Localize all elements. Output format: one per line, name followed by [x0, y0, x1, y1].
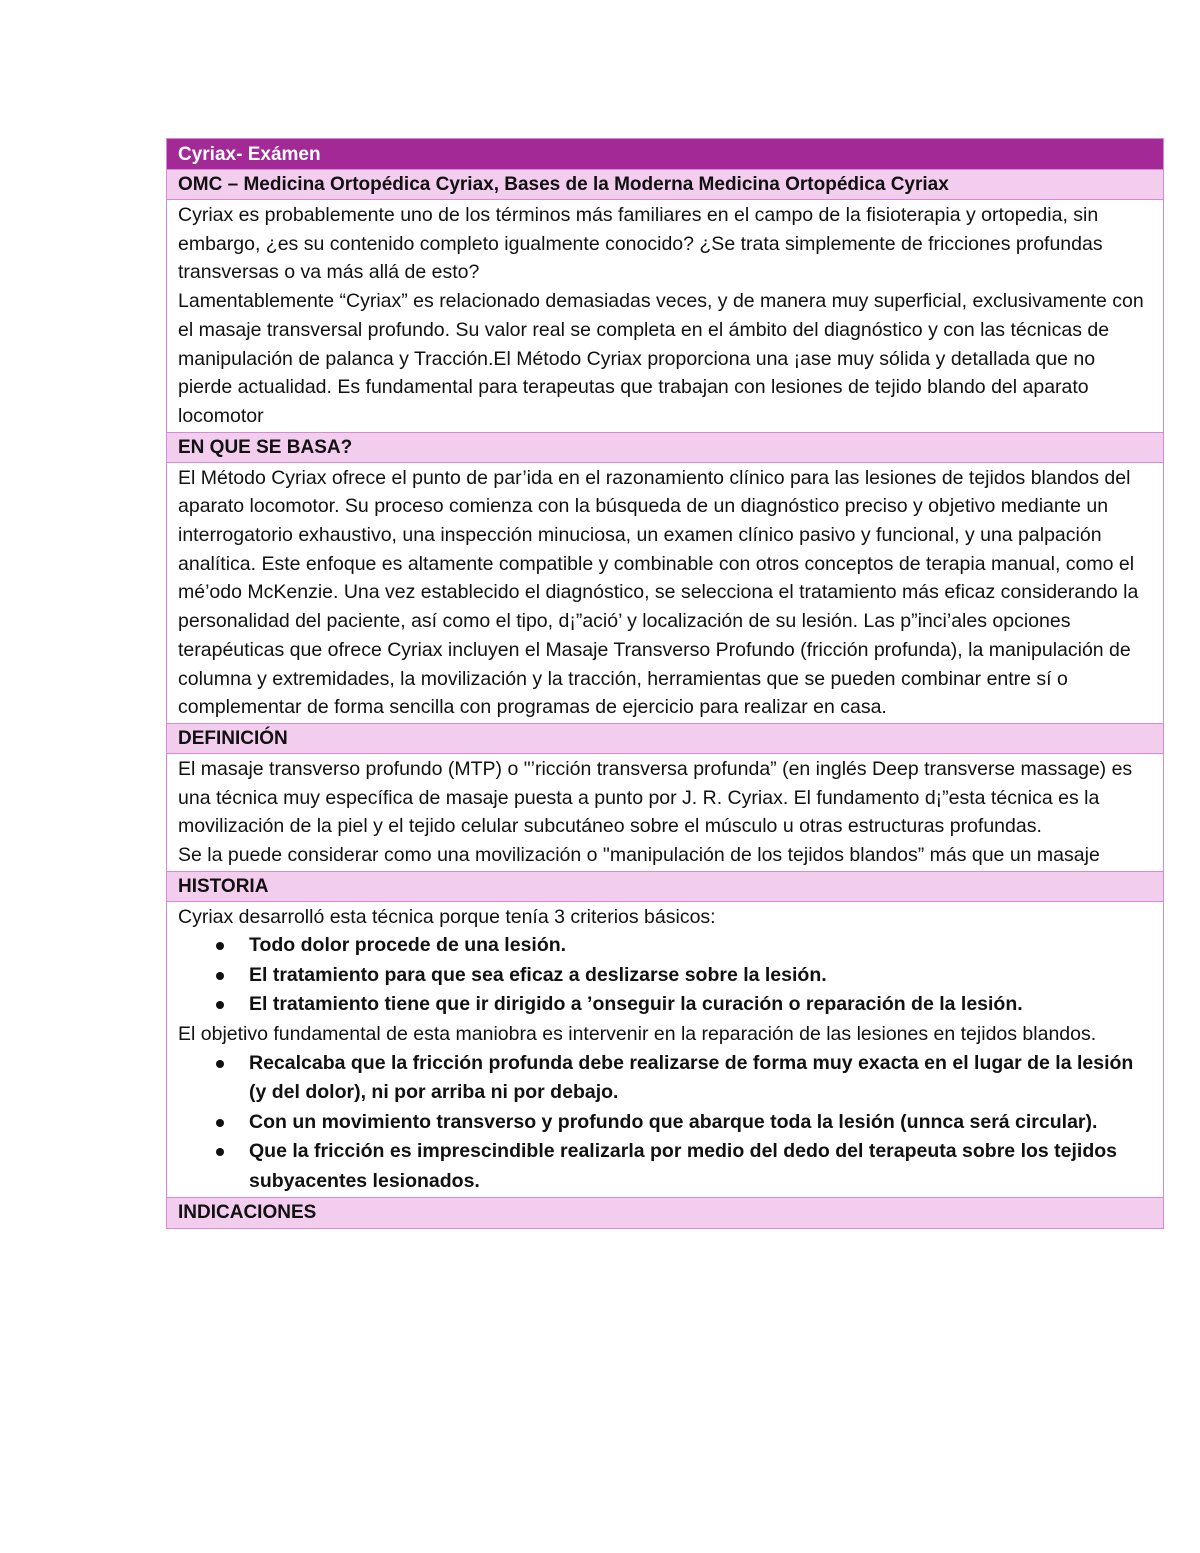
bullet-icon — [216, 1119, 224, 1127]
section-heading-basa: EN QUE SE BASA? — [167, 433, 1163, 463]
section-body-basa — [167, 463, 1163, 724]
list-item — [178, 1108, 1152, 1138]
section-heading-historia: HISTORIA — [167, 872, 1163, 902]
list-item — [178, 1137, 1152, 1196]
list-item-text: El tratamiento para que sea eficaz a deslizarse sobre la lesión. — [249, 963, 827, 986]
document-table — [166, 138, 1164, 1229]
intro-paragraph: Lamentablemente “Cyriax” es relacionado demasiadas veces, y de manera muy superficial, exclusivamente con el masaje transversal profundo. Su valor real se completa en el ámbito del diagnóstico y con las técnicas de manipulación de palanca y Tracción.El Método Cyriax proporciona una ¡ase muy sólida y detallada que no pierde actualidad. Es fundamental para terapeutas que trabajan con lesiones de tejido blando del aparato locomotor — [178, 290, 1144, 427]
criteria-list — [178, 931, 1152, 1020]
bullet-icon — [216, 1060, 224, 1068]
section-body-historia — [167, 902, 1163, 1198]
list-item — [178, 1049, 1152, 1108]
document-title: Cyriax- Exámen — [167, 139, 1163, 170]
list-item — [178, 990, 1152, 1020]
intro-section — [167, 200, 1163, 433]
section-heading-indicaciones: INDICACIONES — [167, 1198, 1163, 1228]
list-item — [178, 931, 1152, 961]
section-heading-definicion: DEFINICIÓN — [167, 724, 1163, 754]
bullet-icon — [216, 942, 224, 950]
list-item-text: Recalcaba que la fricción profunda debe realizarse de forma muy exacta en el lugar de la lesión (y del dolor), ni por arriba ni por debajo. — [249, 1051, 1134, 1104]
definicion-paragraph: El masaje transverso profundo (MTP) o "’ricción transversa profunda” (en inglés Deep transverse massage) es una técnica muy específica de masaje puesta a punto por J. R. Cyriax. El fundamento d¡”esta técnica es la movilización de la piel y el tejido celular subcutáneo sobre el músculo u otras estructuras profundas. — [178, 757, 1133, 838]
section-body-definicion — [167, 754, 1163, 872]
list-item-text: Todo dolor procede de una lesión. — [249, 934, 567, 957]
list-item — [178, 961, 1152, 991]
bullet-icon — [216, 1001, 224, 1009]
basa-paragraph: El Método Cyriax ofrece el punto de par’ida en el razonamiento clínico para las lesiones de tejidos blandos del aparato locomotor. Su proceso comienza con la búsqueda de un diagnóstico preciso y objetivo mediante un interrogatorio exhaustivo, una inspección minuciosa, un examen clínico pasivo y funcional, y una palpación analítica. Este enfoque es altamente compatible y combinable con otros conceptos de terapia manual, como el mé’odo McKenzie. Una vez establecido el diagnóstico, se selecciona el tratamiento más eficaz considerando la personalidad del paciente, así como el tipo, d¡”ació’ y localización de su lesión. Las p”inci’ales opciones terapéuticas que ofrece Cyriax incluyen el Masaje Transverso Profundo (fricción profunda), la manipulación de columna y extremidades, la movilización y la tracción, herramientas que se pueden combinar entre sí o complementar de forma sencilla con programas de ejercicio para realizar en casa. — [178, 466, 1139, 719]
technique-list — [178, 1049, 1152, 1197]
bullet-icon — [216, 972, 224, 980]
historia-intro: Cyriax desarrolló esta técnica porque tenía 3 criterios básicos: — [178, 905, 716, 928]
document-subtitle: OMC – Medicina Ortopédica Cyriax, Bases de la Moderna Medicina Ortopédica Cyriax — [167, 170, 1163, 200]
list-item-text: Que la fricción es imprescindible realizarla por medio del dedo del terapeuta sobre los tejidos subyacentes lesionados. — [249, 1140, 1117, 1192]
bullet-icon — [216, 1148, 224, 1156]
historia-middle: El objetivo fundamental de esta maniobra es intervenir en la reparación de las lesiones en tejidos blandos. — [178, 1022, 1097, 1045]
list-item-text: El tratamiento tiene que ir dirigido a ’onseguir la curación o reparación de la lesión. — [249, 993, 1023, 1016]
list-item-text: Con un movimiento transverso y profundo que abarque toda la lesión (unnca será circular). — [249, 1110, 1098, 1133]
intro-paragraph: Cyriax es probablemente uno de los términos más familiares en el campo de la fisioterapia y ortopedia, sin embargo, ¿es su contenido completo igualmente conocido? ¿Se trata simplemente de fricciones profundas transversas o va más allá de esto? — [178, 204, 1103, 284]
definicion-paragraph: Se la puede considerar como una movilización o "manipulación de los tejidos blandos” más que un masaje — [178, 844, 1100, 867]
